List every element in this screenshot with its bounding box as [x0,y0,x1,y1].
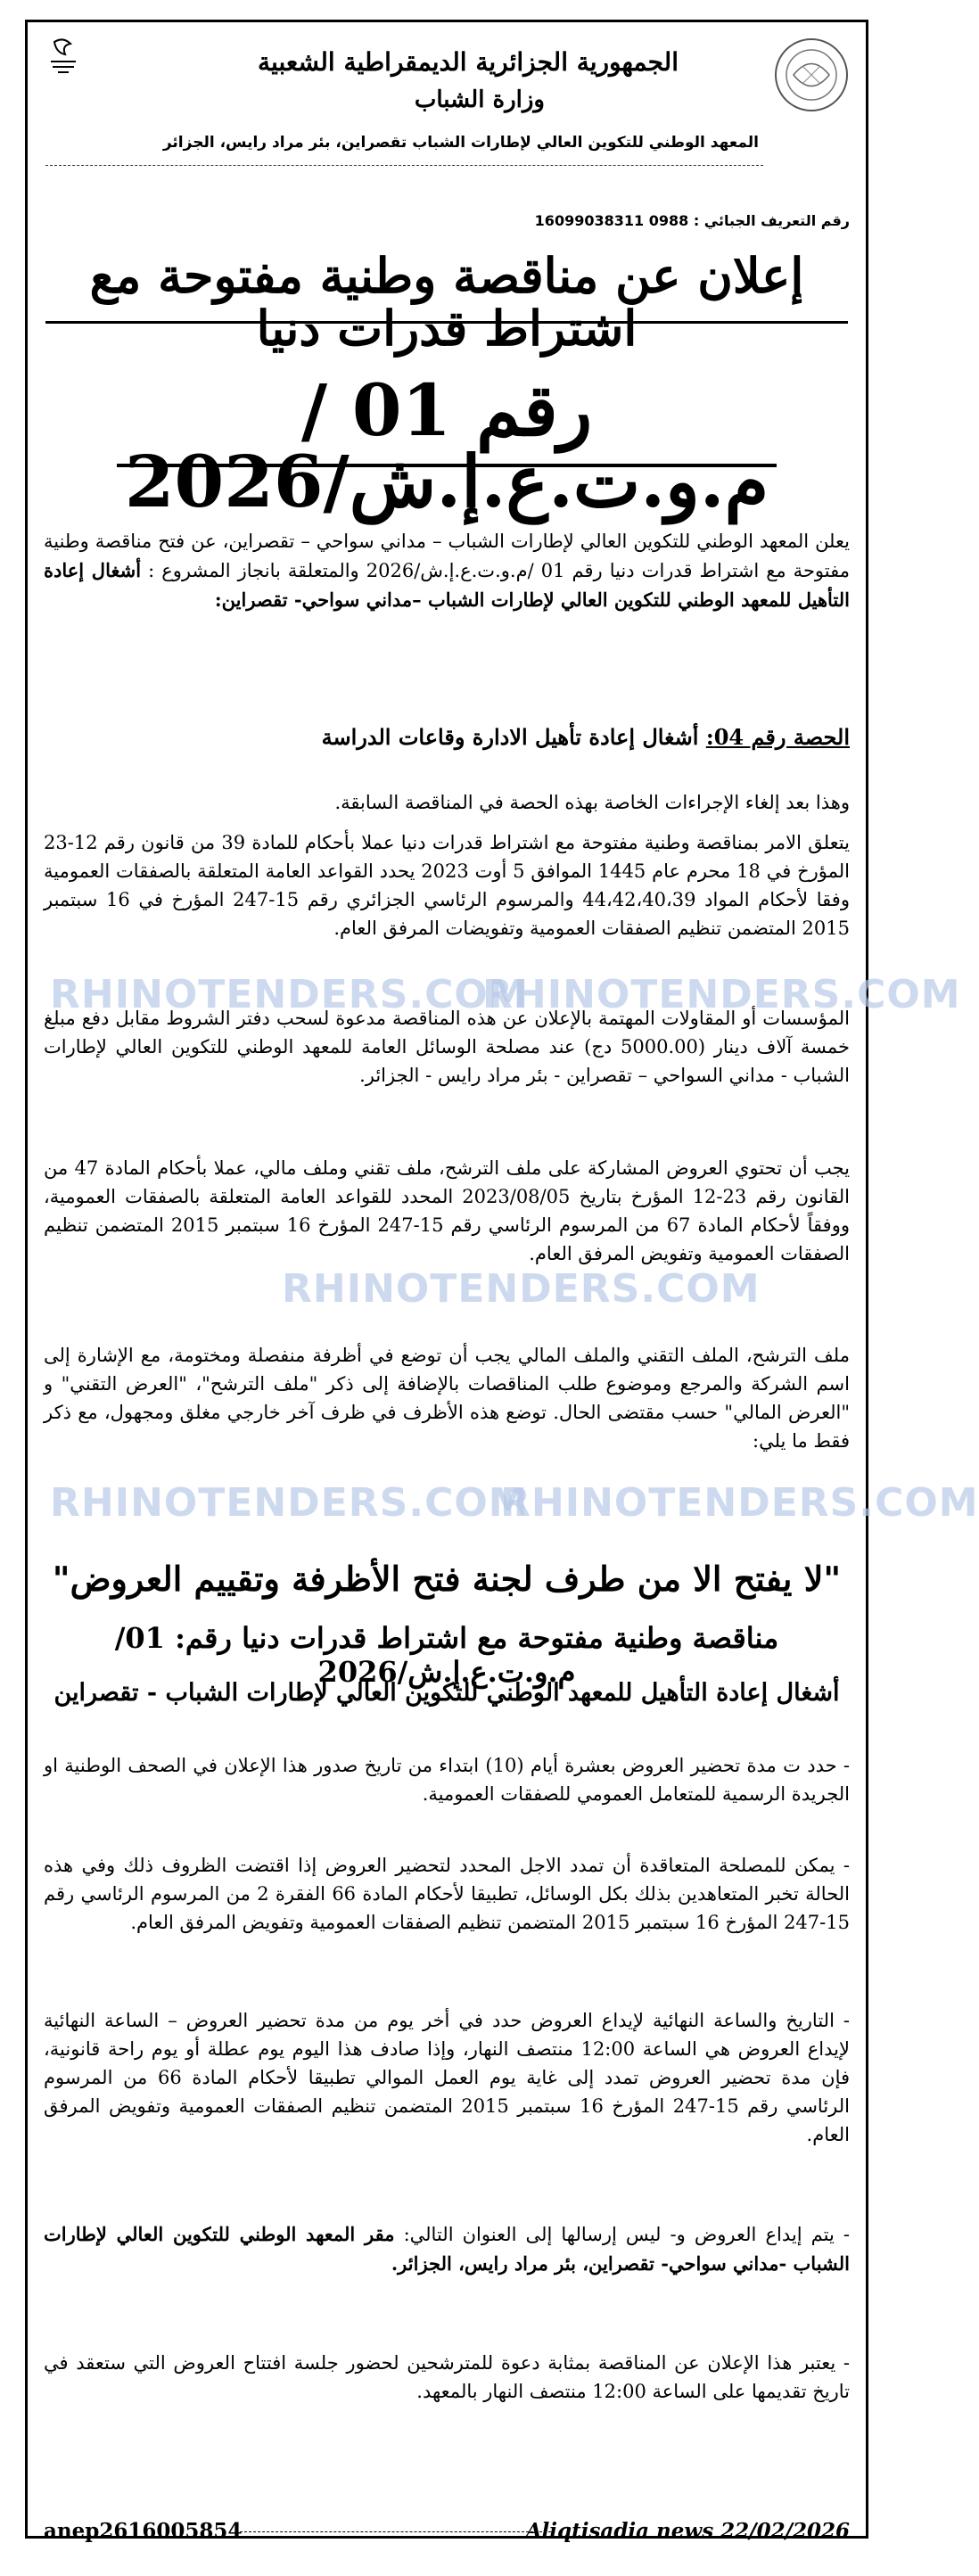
address-text: مقر المعهد الوطني للتكوين العالي لإطارات الشباب -مداني سواحي- تقصراين، بئر مراد رايس، الجزائر. [44,2223,850,2275]
intro-text: يعلن المعهد الوطني للتكوين العالي لإطارات الشباب – مداني سواحي – تقصراين، عن فتح مناقصة وطنية مفتوحة مع اشتراط قدرات دنيا رقم 01 /م.و.ت.ع.إ.ش/2026 والمتعلقة بانجاز المشروع : [44,531,850,581]
deadline-clause: - التاريخ والساعة النهائية لإيداع العروض حدد في أخر يوم من مدة تحضير العروض – الساعة النهائية لإيداع العروض هي الساعة 12:00 منتصف النهار، وإذا صادف هذا اليوم يوم عطلة أو يوم راحة قانونية، فإن مدة تحضير العروض تمدد إلى غاية يوم العمل الموالي تطبيقا لأحكام المادة 66 من المرسوم الرئاسي رقم 15-247 المؤرخ 16 سبتمبر 2015 المتضمن تنظيم الصفقات العمومية وتفويض المرفق العام. [44,2010,851,2145]
intro-paragraph [44,528,850,615]
title-underline [45,321,848,324]
extension-clause: - يمكن للمصلحة المتعاقدة أن تمدد الاجل المحدد لتحضير العروض إذا اقتضت الظروف ذلك وفي هذه الحالة تخبر المتعاهدين بذلك بكل الوسائل، تطبيقا لأحكام المادة 66 الفقرة 2 من المرسوم الرئاسي رقم 15-247 المؤرخ 16 سبتمبر 2015 المتضمن تنظيم الصفقات العمومية وتفويض المرفق العام. [44,1855,850,1933]
bid-contents-paragraph: يجب أن تحتوي العروض المشاركة على ملف الترشح، ملف تقني وملف مالي، عملا بأحكام المادة 47 من القانون رقم 23-12 المؤرخ بتاريخ 2023/08/05 المحدد للقواعد العامة المتعلقة بالصفقات العمومية، ووفقاً لأحكام المادة 67 من المرسوم الرئاسي رقم 15-247 المؤرخ 16 سبتمبر 2015 المتضمن تنظيم الصفقات العمومية وتفويض المرفق العام. [44,1157,850,1264]
publication-source: Aliqtisadia news 22/02/2026 [525,2519,850,2543]
institute-heading: المعهد الوطني للتكوين العالي لإطارات الشباب تقصراين، بئر مراد رايس، الجزائر [162,134,759,152]
address-intro: - يتم إيداع العروض و- ليس إرسالها إلى العنوان التالي: [403,2224,850,2245]
announcement-number: رقم 01 /م.و.ت.ع.إ.ش/2026 [124,368,769,523]
anep-reference: anep2616005854 [44,2519,243,2543]
footer-divider [235,2531,551,2532]
announcement-page [25,20,979,2543]
emblem-icon [45,35,81,79]
tax-id-label: رقم التعريف الجبائي : [693,212,850,229]
opening-clause: - يعتبر هذا الإعلان عن المناقصة بمثابة دعوة للمترشحين لحضور جلسة افتتاح العروض التي ستعقد في تاريخ تقديمها على الساعة 12:00 منتصف النهار بالمعهد. [44,2352,850,2402]
lot-label: الحصة رقم 04: [705,724,850,750]
seal-stamp-icon [771,35,851,115]
ministry-heading: وزارة الشباب [414,86,545,113]
project-title: أشغال إعادة التأهيل للمعهد الوطني للتكوين العالي لإطارات الشباب –مداني سواحي- تقصراين: [44,558,850,611]
envelope-quote-line1: "لا يفتح الا من طرف لجنة فتح الأظرفة وتقييم العروض" [52,1559,842,1599]
legal-basis-paragraph: يتعلق الامر بمناقصة وطنية مفتوحة مع اشتراط قدرات دنيا عملا بأحكام للمادة 39 من قانون رقم 12-23 المؤرخ في 18 محرم عام 1445 الموافق 5 أوت 2023 يحدد القواعد العامة المتعلقة بالصفقات العمومية وفقا لأحكام المواد 44،42،40،39 والمرسوم الرئاسي الجزائري رقم 15-247 المؤرخ في 16 سبتمبر 2015 المتضمن تنظيم الصفقات العمومية وتفويضات المرفق العام. [44,832,850,939]
watermark-text: RHINOTENDERS.COM [500,1480,979,1526]
address-clause [44,2220,850,2279]
footer [44,2519,850,2546]
invitation-paragraph: المؤسسات أو المقاولات المهتمة بالإعلان عن هذه المناقصة مدعوة لسحب دفتر الشروط مقابل دفع مبلغ خمسة آلاف دينار (5000.00 دج) عند مصلحة الوسائل العامة للمعهد الوطني للتكوين العالي لإطارات الشباب - مداني السواحي – تقصراين - بئر مراد رايس - الجزائر. [44,1008,850,1086]
number-underline [117,464,777,467]
tax-id-value: 0988 16099038311 [534,212,689,229]
duration-clause: - حدد ت مدة تحضير العروض بعشرة أيام (10) ابتداء من تاريخ صدور هذا الإعلان في الصحف الوطنية او الجريدة الرسمية للمتعامل العمومي للصفقات العمومية. [44,1755,851,1805]
envelopes-paragraph: ملف الترشح، الملف التقني والملف المالي يجب أن توضع في أظرفة منفصلة ومختومة، مع الإشارة إلى اسم الشركة والمرجع وموضوع طلب المناقصات بالإضافة إلى ذكر "ملف الترشح"، "العرض التقني" و "العرض المالي" حسب مقتضى الحال. توضع هذه الأظرف في ظرف آخر خارجي مغلق ومجهول، مع ذكر فقط ما يلي: [44,1345,850,1452]
lot-text: أشغال إعادة تأهيل الادارة وقاعات الدراسة [321,724,699,750]
republic-heading: الجمهورية الجزائرية الديمقراطية الشعبية [257,47,679,77]
header-divider [45,165,763,166]
lot-line [44,724,850,750]
watermark-text: RHINOTENDERS.COM [50,972,529,1017]
announcement-title: إعلان عن مناقصة وطنية مفتوحة مع اشتراط قدرات دنيا [89,247,804,358]
envelope-quote-line2: مناقصة وطنية مفتوحة مع اشتراط قدرات دنيا رقم: 01/ م.و.ت.ع.إ.ش/2026 [114,1621,779,1689]
watermark-text: RHINOTENDERS.COM [282,1266,761,1312]
watermark-text: RHINOTENDERS.COM [50,1480,529,1526]
tax-id-line [44,212,850,229]
envelope-quote-line3: أشغال إعادة التأهيل للمعهد الوطني للتكوين العالي لإطارات الشباب - تقصراين [53,1679,840,1707]
cancel-paragraph: وهذا بعد إلغاء الإجراءات الخاصة بهذه الحصة في المناقصة السابقة. [334,792,850,813]
watermark-text: RHINOTENDERS.COM [482,972,961,1017]
